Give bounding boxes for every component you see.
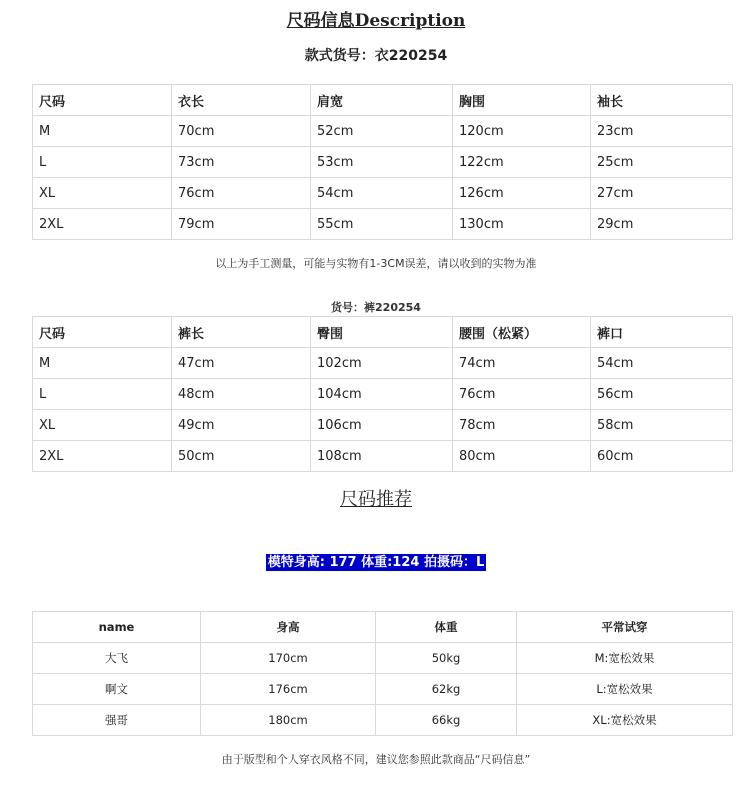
table-header-row (33, 612, 733, 643)
table-cell: 55cm (311, 209, 453, 240)
table-cell: 62kg (376, 674, 517, 705)
header-cell: 袖长 (591, 85, 733, 116)
table-cell: 啊文 (33, 674, 201, 705)
header-cell: 裤长 (172, 317, 311, 348)
table-cell: 170cm (201, 643, 376, 674)
table-cell: XL:宽松效果 (517, 705, 733, 736)
table-row (33, 643, 733, 674)
table-cell: 104cm (311, 379, 453, 410)
table-row (33, 209, 733, 240)
table-cell: 25cm (591, 147, 733, 178)
table-cell: 66kg (376, 705, 517, 736)
table-cell: M:宽松效果 (517, 643, 733, 674)
table-cell: 50kg (376, 643, 517, 674)
table-row (33, 178, 733, 209)
table-cell: 49cm (172, 410, 311, 441)
table-cell: 60cm (591, 441, 733, 472)
header-cell: 身高 (201, 612, 376, 643)
pants-code: 货号：裤220254 (331, 301, 421, 314)
table-cell: XL (33, 178, 172, 209)
table-row (33, 705, 733, 736)
header-cell: 腰围（松紧） (453, 317, 591, 348)
footer-note: 由于版型和个人穿衣风格不同，建议您参照此款商品“尺码信息” (221, 753, 531, 766)
table-cell: 强哥 (33, 705, 201, 736)
table-header-row (33, 317, 733, 348)
table-cell: 54cm (591, 348, 733, 379)
table-cell: 126cm (453, 178, 591, 209)
header-cell: 胸围 (453, 85, 591, 116)
table-cell: 76cm (453, 379, 591, 410)
table-cell: 27cm (591, 178, 733, 209)
table-cell: 122cm (453, 147, 591, 178)
table-cell: 50cm (172, 441, 311, 472)
pants-size-table (32, 316, 733, 472)
table-cell: 176cm (201, 674, 376, 705)
header-cell: 肩宽 (311, 85, 453, 116)
table-cell: XL (33, 410, 172, 441)
table-row (33, 147, 733, 178)
header-cell: 尺码 (33, 317, 172, 348)
model-info-wrap (0, 551, 752, 570)
table-cell: 130cm (453, 209, 591, 240)
header-cell: name (33, 612, 201, 643)
table-header-row (33, 85, 733, 116)
table-cell: M (33, 116, 172, 147)
table-row (33, 410, 733, 441)
table-cell: 52cm (311, 116, 453, 147)
table-cell: 120cm (453, 116, 591, 147)
table-cell: L:宽松效果 (517, 674, 733, 705)
table-cell: 76cm (172, 178, 311, 209)
table-cell: 56cm (591, 379, 733, 410)
table-cell: M (33, 348, 172, 379)
table-cell: 78cm (453, 410, 591, 441)
table-cell: L (33, 147, 172, 178)
page-title: 尺码信息Description (286, 11, 466, 31)
header-cell: 尺码 (33, 85, 172, 116)
table-row (33, 379, 733, 410)
table-row (33, 116, 733, 147)
table-cell: 58cm (591, 410, 733, 441)
header-cell: 衣长 (172, 85, 311, 116)
table-cell: 102cm (311, 348, 453, 379)
table-cell: 53cm (311, 147, 453, 178)
table-cell: 48cm (172, 379, 311, 410)
measure-note: 以上为手工测量，可能与实物有1-3CM误差，请以收到的实物为准 (215, 257, 537, 270)
table-cell: 79cm (172, 209, 311, 240)
table-row (33, 674, 733, 705)
table-cell: 2XL (33, 441, 172, 472)
header-cell: 平常试穿 (517, 612, 733, 643)
table-cell: 108cm (311, 441, 453, 472)
header-cell: 臀围 (311, 317, 453, 348)
header-cell: 体重 (376, 612, 517, 643)
table-row (33, 441, 733, 472)
table-cell: 29cm (591, 209, 733, 240)
table-cell: 73cm (172, 147, 311, 178)
table-cell: L (33, 379, 172, 410)
table-row (33, 348, 733, 379)
top-size-table (32, 84, 733, 240)
recommend-title: 尺码推荐 (340, 489, 412, 510)
table-cell: 106cm (311, 410, 453, 441)
recommend-table (32, 611, 733, 736)
table-cell: 2XL (33, 209, 172, 240)
model-info: 模特身高: 177 体重:124 拍摄码：L (267, 555, 485, 570)
table-cell: 54cm (311, 178, 453, 209)
header-cell: 裤口 (591, 317, 733, 348)
table-cell: 180cm (201, 705, 376, 736)
table-cell: 70cm (172, 116, 311, 147)
table-cell: 80cm (453, 441, 591, 472)
table-cell: 47cm (172, 348, 311, 379)
table-cell: 74cm (453, 348, 591, 379)
table-cell: 大飞 (33, 643, 201, 674)
table-cell: 23cm (591, 116, 733, 147)
style-code: 款式货号：衣220254 (304, 48, 448, 64)
